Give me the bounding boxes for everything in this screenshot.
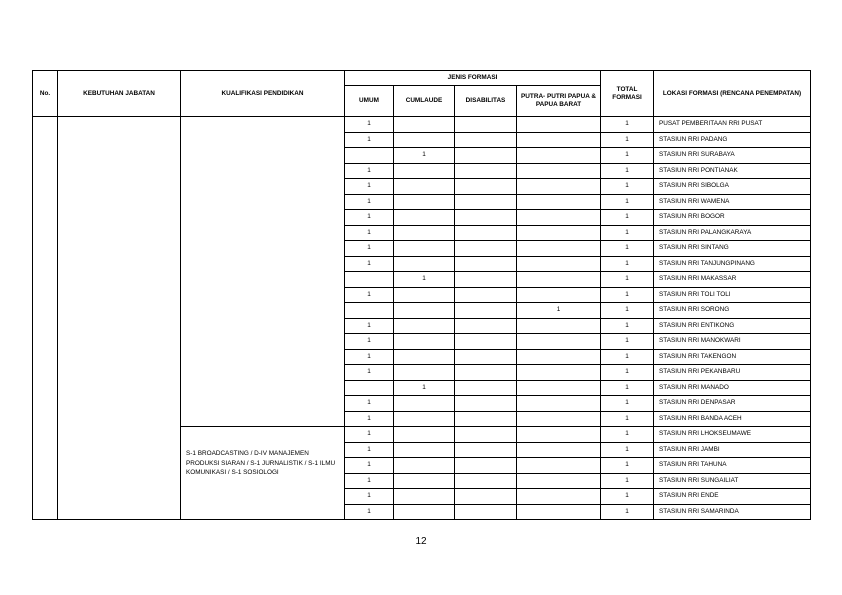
papua-cell [517, 241, 601, 257]
umum-cell: 1 [345, 318, 394, 334]
cumlaude-cell [394, 132, 455, 148]
cumlaude-cell: 1 [394, 148, 455, 164]
disabilitas-cell [455, 504, 517, 520]
disabilitas-cell [455, 334, 517, 350]
papua-cell [517, 179, 601, 195]
papua-cell [517, 489, 601, 505]
umum-cell: 1 [345, 117, 394, 133]
umum-cell: 1 [345, 427, 394, 443]
total-cell: 1 [601, 225, 654, 241]
lokasi-cell: STASIUN RRI SIBOLGA [654, 179, 811, 195]
lokasi-cell: STASIUN RRI SORONG [654, 303, 811, 319]
umum-cell: 1 [345, 458, 394, 474]
header-umum: UMUM [345, 86, 394, 117]
lokasi-cell: STASIUN RRI MANOKWARI [654, 334, 811, 350]
lokasi-cell: STASIUN RRI PADANG [654, 132, 811, 148]
header-no: No. [33, 71, 58, 117]
total-cell: 1 [601, 365, 654, 381]
papua-cell [517, 287, 601, 303]
lokasi-cell: STASIUN RRI TAHUNA [654, 458, 811, 474]
cumlaude-cell [394, 411, 455, 427]
papua-cell [517, 132, 601, 148]
cumlaude-cell [394, 349, 455, 365]
header-lokasi-formasi: LOKASI FORMASI (RENCANA PENEMPATAN) [654, 71, 811, 117]
disabilitas-cell [455, 303, 517, 319]
lokasi-cell: STASIUN RRI PONTIANAK [654, 163, 811, 179]
disabilitas-cell [455, 380, 517, 396]
total-cell: 1 [601, 473, 654, 489]
total-cell: 1 [601, 117, 654, 133]
lokasi-cell: STASIUN RRI SAMARINDA [654, 504, 811, 520]
umum-cell: 1 [345, 365, 394, 381]
disabilitas-cell [455, 458, 517, 474]
lokasi-cell: STASIUN RRI SUNGAILIAT [654, 473, 811, 489]
header-cumlaude: CUMLAUDE [394, 86, 455, 117]
cumlaude-cell [394, 194, 455, 210]
disabilitas-cell [455, 163, 517, 179]
papua-cell [517, 163, 601, 179]
lokasi-cell: STASIUN RRI TANJUNGPINANG [654, 256, 811, 272]
lokasi-cell: STASIUN RRI MAKASSAR [654, 272, 811, 288]
cumlaude-cell [394, 489, 455, 505]
umum-cell: 1 [345, 256, 394, 272]
disabilitas-cell [455, 132, 517, 148]
papua-cell [517, 396, 601, 412]
lokasi-cell: STASIUN RRI BANDA ACEH [654, 411, 811, 427]
papua-cell [517, 427, 601, 443]
umum-cell: 1 [345, 194, 394, 210]
cumlaude-cell [394, 163, 455, 179]
lokasi-cell: STASIUN RRI BOGOR [654, 210, 811, 226]
disabilitas-cell [455, 256, 517, 272]
header-kebutuhan-jabatan: KEBUTUHAN JABATAN [58, 71, 181, 117]
cumlaude-cell [394, 303, 455, 319]
total-cell: 1 [601, 411, 654, 427]
lokasi-cell: STASIUN RRI PALANGKARAYA [654, 225, 811, 241]
cumlaude-cell [394, 334, 455, 350]
total-cell: 1 [601, 163, 654, 179]
total-cell: 1 [601, 458, 654, 474]
papua-cell [517, 256, 601, 272]
total-cell: 1 [601, 380, 654, 396]
total-cell: 1 [601, 272, 654, 288]
umum-cell: 1 [345, 504, 394, 520]
papua-cell [517, 210, 601, 226]
umum-cell: 1 [345, 241, 394, 257]
umum-cell: 1 [345, 210, 394, 226]
umum-cell: 1 [345, 334, 394, 350]
kebutuhan-jabatan-cell [58, 117, 181, 520]
disabilitas-cell [455, 272, 517, 288]
disabilitas-cell [455, 349, 517, 365]
cumlaude-cell [394, 117, 455, 133]
umum-cell: 1 [345, 163, 394, 179]
header-total-formasi: TOTAL FORMASI [601, 71, 654, 117]
papua-cell [517, 504, 601, 520]
disabilitas-cell [455, 411, 517, 427]
disabilitas-cell [455, 179, 517, 195]
papua-cell [517, 117, 601, 133]
disabilitas-cell [455, 396, 517, 412]
cumlaude-cell [394, 427, 455, 443]
umum-cell [345, 303, 394, 319]
total-cell: 1 [601, 334, 654, 350]
header-putra-putri-papua: PUTRA- PUTRI PAPUA & PAPUA BARAT [517, 86, 601, 117]
lokasi-cell: STASIUN RRI SINTANG [654, 241, 811, 257]
total-cell: 1 [601, 179, 654, 195]
disabilitas-cell [455, 194, 517, 210]
disabilitas-cell [455, 427, 517, 443]
papua-cell [517, 272, 601, 288]
lokasi-cell: STASIUN RRI PEKANBARU [654, 365, 811, 381]
disabilitas-cell [455, 473, 517, 489]
kualifikasi-cell-empty [181, 117, 345, 427]
cumlaude-cell [394, 318, 455, 334]
cumlaude-cell [394, 256, 455, 272]
lokasi-cell: STASIUN RRI TOLI TOLI [654, 287, 811, 303]
lokasi-cell: STASIUN RRI LHOKSEUMAWE [654, 427, 811, 443]
umum-cell: 1 [345, 225, 394, 241]
cumlaude-cell [394, 179, 455, 195]
cumlaude-cell [394, 225, 455, 241]
papua-cell [517, 334, 601, 350]
papua-cell [517, 380, 601, 396]
papua-cell [517, 225, 601, 241]
papua-cell [517, 318, 601, 334]
total-cell: 1 [601, 396, 654, 412]
cumlaude-cell [394, 365, 455, 381]
umum-cell: 1 [345, 396, 394, 412]
disabilitas-cell [455, 365, 517, 381]
cumlaude-cell [394, 458, 455, 474]
disabilitas-cell [455, 210, 517, 226]
lokasi-cell: STASIUN RRI JAMBI [654, 442, 811, 458]
lokasi-cell: STASIUN RRI DENPASAR [654, 396, 811, 412]
papua-cell [517, 365, 601, 381]
umum-cell: 1 [345, 179, 394, 195]
cumlaude-cell: 1 [394, 272, 455, 288]
lokasi-cell: STASIUN RRI WAMENA [654, 194, 811, 210]
cumlaude-cell [394, 396, 455, 412]
header-jenis-formasi: JENIS FORMASI [345, 71, 601, 86]
cumlaude-cell [394, 504, 455, 520]
disabilitas-cell [455, 318, 517, 334]
header-disabilitas: DISABILITAS [455, 86, 517, 117]
cumlaude-cell [394, 442, 455, 458]
page-number: 12 [415, 536, 427, 547]
lokasi-cell: STASIUN RRI SURABAYA [654, 148, 811, 164]
formasi-table [32, 70, 811, 520]
umum-cell: 1 [345, 287, 394, 303]
kualifikasi-cell: S-1 BROADCASTING / D-IV MANAJEMEN PRODUKSI SIARAN / S-1 JURNALISTIK / S-1 ILMU KOMUNIKASI / S-1 SOSIOLOGI [181, 427, 345, 520]
total-cell: 1 [601, 349, 654, 365]
umum-cell: 1 [345, 489, 394, 505]
total-cell: 1 [601, 148, 654, 164]
total-cell: 1 [601, 442, 654, 458]
disabilitas-cell [455, 489, 517, 505]
table-row [33, 117, 811, 133]
total-cell: 1 [601, 132, 654, 148]
total-cell: 1 [601, 427, 654, 443]
umum-cell: 1 [345, 349, 394, 365]
lokasi-cell: STASIUN RRI MANADO [654, 380, 811, 396]
papua-cell [517, 411, 601, 427]
total-cell: 1 [601, 194, 654, 210]
cumlaude-cell: 1 [394, 380, 455, 396]
total-cell: 1 [601, 287, 654, 303]
umum-cell [345, 272, 394, 288]
total-cell: 1 [601, 303, 654, 319]
umum-cell: 1 [345, 411, 394, 427]
disabilitas-cell [455, 225, 517, 241]
lokasi-cell: PUSAT PEMBERITAAN RRI PUSAT [654, 117, 811, 133]
no-cell [33, 117, 58, 520]
cumlaude-cell [394, 210, 455, 226]
cumlaude-cell [394, 287, 455, 303]
papua-cell [517, 194, 601, 210]
total-cell: 1 [601, 489, 654, 505]
papua-cell [517, 458, 601, 474]
disabilitas-cell [455, 241, 517, 257]
disabilitas-cell [455, 442, 517, 458]
total-cell: 1 [601, 241, 654, 257]
umum-cell [345, 148, 394, 164]
papua-cell: 1 [517, 303, 601, 319]
disabilitas-cell [455, 287, 517, 303]
umum-cell: 1 [345, 473, 394, 489]
papua-cell [517, 148, 601, 164]
table-body [33, 117, 811, 520]
cumlaude-cell [394, 241, 455, 257]
disabilitas-cell [455, 117, 517, 133]
total-cell: 1 [601, 504, 654, 520]
disabilitas-cell [455, 148, 517, 164]
cumlaude-cell [394, 473, 455, 489]
lokasi-cell: STASIUN RRI ENTIKONG [654, 318, 811, 334]
umum-cell [345, 380, 394, 396]
umum-cell: 1 [345, 132, 394, 148]
umum-cell: 1 [345, 442, 394, 458]
lokasi-cell: STASIUN RRI TAKENGON [654, 349, 811, 365]
papua-cell [517, 442, 601, 458]
papua-cell [517, 349, 601, 365]
header-kualifikasi-pendidikan: KUALIFIKASI PENDIDIKAN [181, 71, 345, 117]
total-cell: 1 [601, 256, 654, 272]
total-cell: 1 [601, 318, 654, 334]
papua-cell [517, 473, 601, 489]
lokasi-cell: STASIUN RRI ENDE [654, 489, 811, 505]
total-cell: 1 [601, 210, 654, 226]
